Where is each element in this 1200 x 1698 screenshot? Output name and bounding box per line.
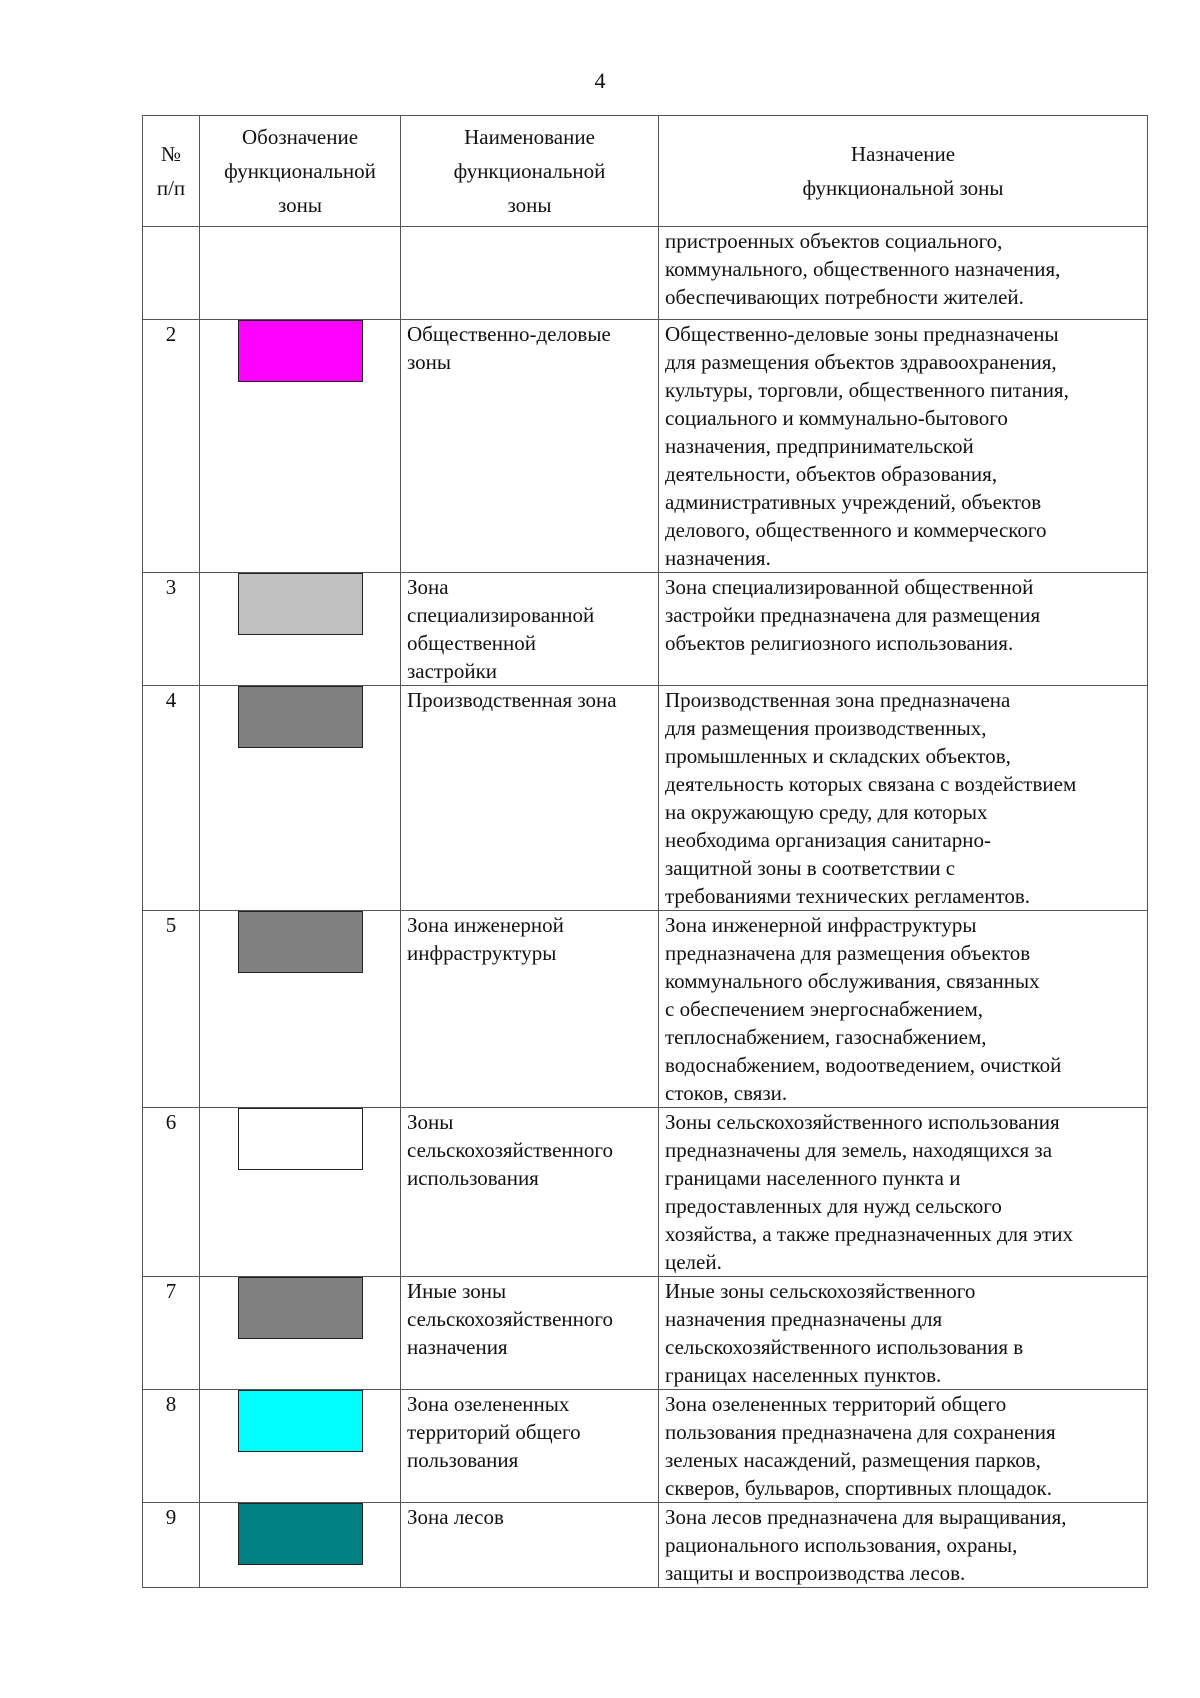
zone-name-line: назначения xyxy=(407,1335,508,1359)
zone-purpose-line: Зона инженерной инфраструктуры xyxy=(665,913,977,937)
zone-purpose-line: водоснабжением, водоотведением, очисткой xyxy=(665,1053,1062,1077)
table-row xyxy=(143,320,1148,573)
zone-color-swatch xyxy=(238,1108,363,1170)
zone-name-line: территорий общего xyxy=(407,1420,581,1444)
zone-purpose-line: для размещения производственных, xyxy=(665,716,987,740)
header-purpose xyxy=(659,116,1148,227)
name-cell xyxy=(401,227,659,320)
zone-name-line: специализированной xyxy=(407,603,595,627)
zone-purpose-line: деятельность которых связана с воздействием xyxy=(665,772,1077,796)
zone-color-swatch xyxy=(238,1390,363,1452)
zone-name-line: сельскохозяйственного xyxy=(407,1307,613,1331)
zone-purpose-line: назначения, предпринимательской xyxy=(665,434,974,458)
table-row xyxy=(143,1390,1148,1503)
zone-purpose-line: Зона специализированной общественной xyxy=(665,575,1034,599)
zone-purpose-line: пользования предназначена для сохранения xyxy=(665,1420,1056,1444)
zone-color-swatch xyxy=(238,1503,363,1565)
row-number: 5 xyxy=(143,911,200,1108)
num-cell xyxy=(143,227,200,320)
zone-name-line: общественной xyxy=(407,631,537,655)
designation-cell xyxy=(200,911,401,1108)
row-number: 6 xyxy=(143,1108,200,1277)
zone-color-swatch xyxy=(238,320,363,382)
zone-purpose-line: застройки предназначена для размещения xyxy=(665,603,1041,627)
zone-purpose-line: сельскохозяйственного использования в xyxy=(665,1335,1024,1359)
zone-purpose-line: на окружающую среду, для которых xyxy=(665,800,988,824)
row-number: 8 xyxy=(143,1390,200,1503)
row-number: 7 xyxy=(143,1277,200,1390)
zone-purpose xyxy=(659,1503,1148,1588)
zone-purpose-line: административных учреждений, объектов xyxy=(665,490,1042,514)
table-row xyxy=(143,1503,1148,1588)
zone-purpose xyxy=(659,320,1148,573)
zone-color-swatch xyxy=(238,573,363,635)
header-name xyxy=(401,116,659,227)
table-row xyxy=(143,1277,1148,1390)
header-name-line: Наименование xyxy=(464,125,595,149)
zone-purpose-line: Производственная зона предназначена xyxy=(665,688,1011,712)
zone-purpose-line: хозяйства, а также предназначенных для этих xyxy=(665,1222,1073,1246)
zone-purpose-line: требованиями технических регламентов. xyxy=(665,884,1031,908)
table-row xyxy=(143,1108,1148,1277)
purpose-line: коммунального, общественного назначения, xyxy=(665,257,1061,281)
zone-name-line: Зона лесов xyxy=(407,1505,504,1529)
functional-zones-table xyxy=(142,115,1148,1588)
header-purpose-line: функциональной зоны xyxy=(802,176,1004,200)
zone-purpose-line: стоков, связи. xyxy=(665,1081,788,1105)
zone-purpose-line: социального и коммунально-бытового xyxy=(665,406,1008,430)
zone-purpose-line: коммунального обслуживания, связанных xyxy=(665,969,1040,993)
zone-name-line: инфраструктуры xyxy=(407,941,557,965)
zone-color-swatch xyxy=(238,1277,363,1339)
zone-purpose xyxy=(659,1390,1148,1503)
purpose-line: обеспечивающих потребности жителей. xyxy=(665,285,1024,309)
zone-purpose-line: предназначена для размещения объектов xyxy=(665,941,1031,965)
header-name-line: зоны xyxy=(507,193,552,217)
zone-purpose-line: защитной зоны в соответствии с xyxy=(665,856,956,880)
zone-purpose-line: целей. xyxy=(665,1250,722,1274)
row-number: 4 xyxy=(143,686,200,911)
zone-purpose-line: зеленых насаждений, размещения парков, xyxy=(665,1448,1041,1472)
zone-purpose xyxy=(659,686,1148,911)
zone-purpose-line: делового, общественного и коммерческого xyxy=(665,518,1047,542)
purpose-line: пристроенных объектов социального, xyxy=(665,229,1003,253)
table-header xyxy=(143,116,1148,227)
zone-purpose-line: деятельности, объектов образования, xyxy=(665,462,998,486)
table-row xyxy=(143,686,1148,911)
page-number: 4 xyxy=(594,68,606,93)
zone-purpose-line: скверов, бульваров, спортивных площадок. xyxy=(665,1476,1053,1500)
zone-name-line: пользования xyxy=(407,1448,519,1472)
zone-name-line: Зоны xyxy=(407,1110,454,1134)
zone-name xyxy=(401,686,659,911)
zone-name-line: Зона инженерной xyxy=(407,913,564,937)
header-num-line: № xyxy=(160,142,182,166)
zone-name-line: Общественно-деловые xyxy=(407,322,611,346)
header-num xyxy=(143,116,200,227)
zone-purpose-line: границами населенного пункта и xyxy=(665,1166,961,1190)
table-row xyxy=(143,573,1148,686)
row-number: 9 xyxy=(143,1503,200,1588)
zone-name-line: Иные зоны xyxy=(407,1279,507,1303)
zone-color-swatch xyxy=(238,911,363,973)
zone-name-line: использования xyxy=(407,1166,539,1190)
zone-name-line: Зона xyxy=(407,575,449,599)
zone-purpose xyxy=(659,911,1148,1108)
zone-name-line: Производственная зона xyxy=(407,688,617,712)
zone-name xyxy=(401,1108,659,1277)
header-name-line: функциональной xyxy=(453,159,606,183)
zone-purpose-line: предназначены для земель, находящихся за xyxy=(665,1138,1053,1162)
designation-cell xyxy=(200,573,401,686)
zone-purpose-line: объектов религиозного использования. xyxy=(665,631,1014,655)
zone-name xyxy=(401,573,659,686)
header-num-line: п/п xyxy=(156,176,186,200)
zone-name-line: застройки xyxy=(407,659,498,683)
zone-purpose xyxy=(659,1108,1148,1277)
zone-purpose-line: Общественно-деловые зоны предназначены xyxy=(665,322,1059,346)
header-purpose-line: Назначение xyxy=(850,142,956,166)
header-designation xyxy=(200,116,401,227)
zone-purpose-line: Зона озелененных территорий общего xyxy=(665,1392,1007,1416)
zone-name-line: зоны xyxy=(407,350,452,374)
designation-cell xyxy=(200,1390,401,1503)
zone-purpose-line: с обеспечением энергоснабжением, xyxy=(665,997,984,1021)
zone-purpose-line: для размещения объектов здравоохранения, xyxy=(665,350,1057,374)
zone-purpose-line: Иные зоны сельскохозяйственного xyxy=(665,1279,976,1303)
zone-name xyxy=(401,320,659,573)
zone-purpose-line: границах населенных пунктов. xyxy=(665,1363,942,1387)
designation-cell xyxy=(200,320,401,573)
zone-purpose xyxy=(659,1277,1148,1390)
zone-name xyxy=(401,1277,659,1390)
zone-name xyxy=(401,911,659,1108)
zone-purpose-line: предоставленных для нужд сельского xyxy=(665,1194,1002,1218)
zone-purpose xyxy=(659,573,1148,686)
zone-purpose-line: назначения. xyxy=(665,546,771,570)
zone-color-swatch xyxy=(238,686,363,748)
zone-purpose-line: культуры, торговли, общественного питания, xyxy=(665,378,1069,402)
zone-purpose-line: защиты и воспроизводства лесов. xyxy=(665,1561,966,1585)
zone-purpose-line: Зона лесов предназначена для выращивания, xyxy=(665,1505,1067,1529)
designation-cell xyxy=(200,227,401,320)
zone-purpose-line: теплоснабжением, газоснабжением, xyxy=(665,1025,987,1049)
designation-cell xyxy=(200,1108,401,1277)
zone-name-line: Зона озелененных xyxy=(407,1392,570,1416)
designation-cell xyxy=(200,1503,401,1588)
row-number: 3 xyxy=(143,573,200,686)
header-designation-line: функциональной xyxy=(224,159,376,183)
header-designation-line: Обозначение xyxy=(241,125,359,149)
table-row xyxy=(143,911,1148,1108)
header-designation-line: зоны xyxy=(277,193,323,217)
zone-name-line: сельскохозяйственного xyxy=(407,1138,613,1162)
purpose-cell xyxy=(659,227,1148,320)
designation-cell xyxy=(200,1277,401,1390)
zone-purpose-line: Зоны сельскохозяйственного использования xyxy=(665,1110,1060,1134)
zone-purpose-line: назначения предназначены для xyxy=(665,1307,943,1331)
zone-purpose-line: рационального использования, охраны, xyxy=(665,1533,1018,1557)
zone-name xyxy=(401,1390,659,1503)
table-body xyxy=(143,227,1148,1588)
row-number: 2 xyxy=(143,320,200,573)
designation-cell xyxy=(200,686,401,911)
zone-purpose-line: промышленных и складских объектов, xyxy=(665,744,1011,768)
table-row-continuation xyxy=(143,227,1148,320)
zone-purpose-line: необходима организация санитарно- xyxy=(665,828,991,852)
zone-name xyxy=(401,1503,659,1588)
